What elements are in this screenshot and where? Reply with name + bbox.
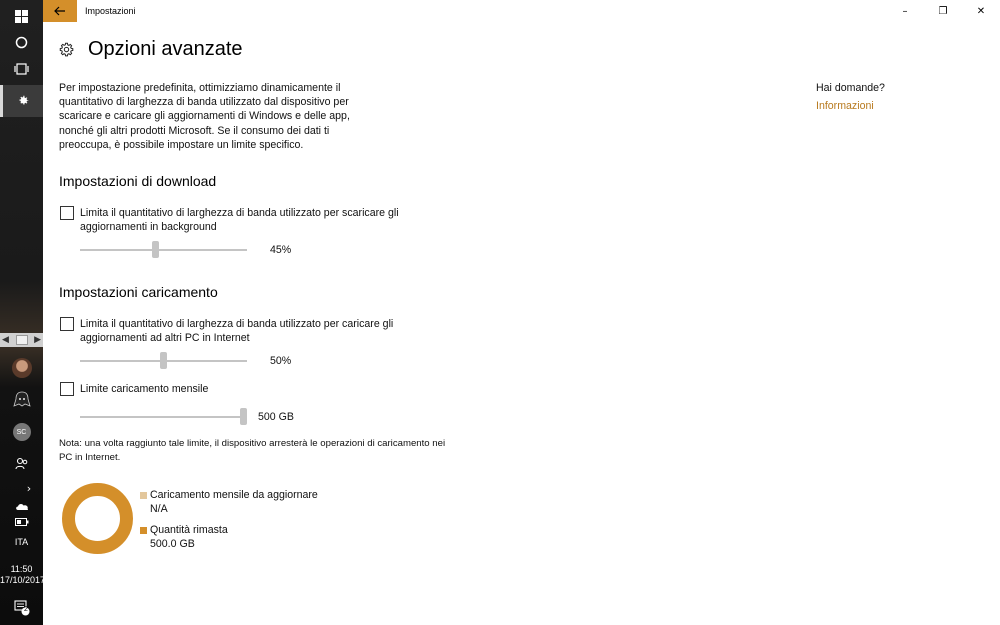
action-center-button[interactable] xyxy=(0,592,43,624)
gear-icon xyxy=(16,94,30,108)
scrollbar-thumb[interactable] xyxy=(16,335,28,345)
taskbar-scrollbar[interactable] xyxy=(0,333,43,347)
task-view-button[interactable] xyxy=(0,53,43,85)
darth-vader-icon xyxy=(13,391,31,407)
window-title: Impostazioni xyxy=(85,6,136,16)
download-limit-row[interactable] xyxy=(60,206,410,234)
help-link[interactable]: Informazioni xyxy=(816,100,874,112)
legend-item-remaining xyxy=(140,523,228,551)
user-sc-button[interactable] xyxy=(0,416,43,448)
upload-slider-value: 50% xyxy=(270,355,292,367)
back-button[interactable] xyxy=(43,0,77,22)
arrow-left-icon xyxy=(54,6,66,16)
monthly-limit-slider[interactable] xyxy=(80,407,247,427)
upload-limit-label[interactable]: Limita il quantitativo di larghezza di banda utilizzato per caricare gli aggiornamenti ad altri PC in Internet xyxy=(80,318,394,345)
help-panel xyxy=(816,82,885,112)
monthly-limit-row[interactable] xyxy=(60,382,410,396)
legend-swatch xyxy=(140,527,147,534)
legend-value: N/A xyxy=(150,503,168,515)
avatar xyxy=(12,358,32,378)
upload-limit-row[interactable] xyxy=(60,317,410,345)
upload-limit-checkbox[interactable] xyxy=(60,317,74,331)
slider-thumb[interactable] xyxy=(152,241,159,258)
intro-text: Per impostazione predefinita, ottimizziamo dinamicamente il quantitativo di larghezza di banda utilizzato dal dispositivo per scaricare e caricare gli aggiornamenti di Windows e delle app, nonché gli altri prodotti Microsoft. Se il consumo dei dati ti preoccupa, è possibile impostare un limite specifico. xyxy=(59,82,350,151)
language-indicator[interactable]: ITA xyxy=(14,537,29,547)
legend-value: 500.0 GB xyxy=(150,538,195,550)
download-limit-checkbox[interactable] xyxy=(60,206,74,220)
usage-donut-chart xyxy=(62,483,133,554)
gear-icon xyxy=(59,42,74,57)
window-controls xyxy=(886,0,1000,22)
chevron-left-icon[interactable]: ◀ xyxy=(2,335,9,345)
slider-track[interactable] xyxy=(80,249,247,251)
download-bandwidth-slider[interactable] xyxy=(80,240,247,260)
download-limit-label[interactable]: Limita il quantitativo di larghezza di banda utilizzato per scaricare gli aggiornamenti in background xyxy=(80,207,399,234)
monthly-limit-label[interactable]: Limite caricamento mensile xyxy=(80,383,209,395)
app-darth-vader-button[interactable] xyxy=(0,383,43,415)
minimize-button[interactable]: – xyxy=(902,5,908,17)
slider-thumb[interactable] xyxy=(160,352,167,369)
slider-thumb[interactable] xyxy=(240,408,247,425)
clock-date[interactable]: 17/10/2017 xyxy=(0,575,46,585)
legend-item-pending xyxy=(140,488,318,516)
windows-logo-icon xyxy=(15,10,28,23)
download-slider-value: 45% xyxy=(270,244,292,256)
legend-label: Quantità rimasta xyxy=(150,524,228,536)
monthly-limit-note: Nota: una volta raggiunto tale limite, il dispositivo arresterà le operazioni di caricamento nei PC in Internet. xyxy=(59,438,446,463)
upload-bandwidth-slider[interactable] xyxy=(80,351,247,371)
battery-icon xyxy=(15,518,29,526)
legend-label: Caricamento mensile da aggiornare xyxy=(150,489,318,501)
battery-button[interactable] xyxy=(0,506,43,538)
restore-button[interactable]: ❐ xyxy=(938,5,948,17)
help-title: Hai domande? xyxy=(816,82,885,94)
upload-section-title: Impostazioni caricamento xyxy=(59,284,218,300)
download-section-title: Impostazioni di download xyxy=(59,173,217,189)
clock-time[interactable]: 11:50 xyxy=(10,564,33,574)
slider-track[interactable] xyxy=(80,416,247,418)
settings-app-button[interactable] xyxy=(0,85,43,117)
notification-count-badge: 2 xyxy=(24,606,28,613)
avatar-initials: SC xyxy=(13,423,31,441)
people-icon xyxy=(15,457,29,471)
page-header xyxy=(59,38,243,61)
user-avatar-button[interactable] xyxy=(0,352,43,384)
chevron-right-icon: › xyxy=(26,481,32,495)
title-bar xyxy=(43,0,1000,22)
cortana-circle-icon xyxy=(15,36,28,49)
monthly-limit-value: 500 GB xyxy=(258,411,294,423)
close-button[interactable]: ✕ xyxy=(976,5,986,17)
taskbar xyxy=(0,0,46,625)
monthly-limit-checkbox[interactable] xyxy=(60,382,74,396)
legend-swatch xyxy=(140,492,147,499)
task-view-icon xyxy=(14,63,29,75)
page-title: Opzioni avanzate xyxy=(88,38,243,60)
chevron-right-icon[interactable]: ▶ xyxy=(34,335,41,345)
